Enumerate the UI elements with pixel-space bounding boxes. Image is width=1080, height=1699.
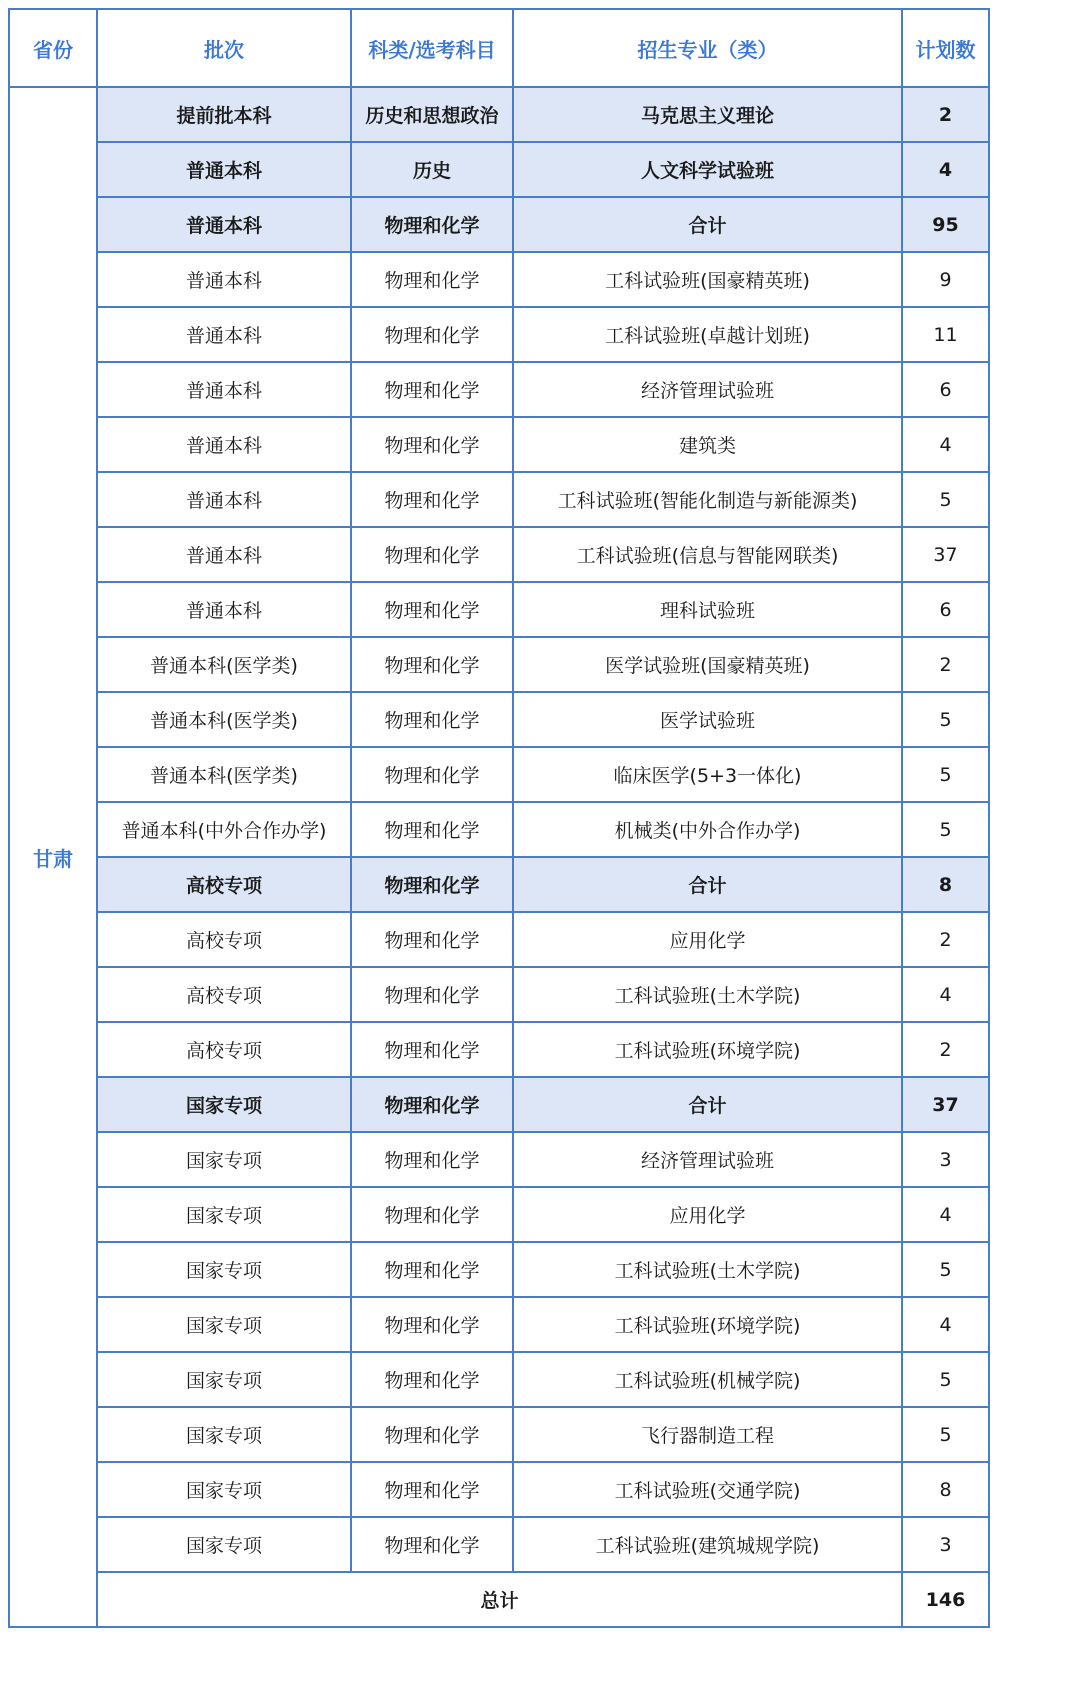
subject-cell: 物理和化学 [351, 1407, 513, 1462]
count-cell: 8 [902, 1462, 989, 1517]
subject-cell: 物理和化学 [351, 307, 513, 362]
major-cell: 机械类(中外合作办学) [513, 802, 902, 857]
count-cell: 6 [902, 582, 989, 637]
subject-cell: 历史 [351, 142, 513, 197]
major-cell: 工科试验班(国豪精英班) [513, 252, 902, 307]
table-row [9, 472, 989, 527]
major-cell: 工科试验班(信息与智能网联类) [513, 527, 902, 582]
subject-cell: 物理和化学 [351, 252, 513, 307]
batch-cell: 高校专项 [97, 1022, 351, 1077]
count-cell: 95 [902, 197, 989, 252]
count-cell: 5 [902, 747, 989, 802]
major-cell: 医学试验班 [513, 692, 902, 747]
count-cell: 2 [902, 87, 989, 142]
subject-cell: 物理和化学 [351, 1187, 513, 1242]
header-subject: 科类/选考科目 [351, 9, 513, 87]
count-cell: 4 [902, 1297, 989, 1352]
batch-cell: 普通本科 [97, 527, 351, 582]
table-row [9, 1132, 989, 1187]
batch-cell: 国家专项 [97, 1187, 351, 1242]
subject-cell: 物理和化学 [351, 417, 513, 472]
major-cell: 工科试验班(智能化制造与新能源类) [513, 472, 902, 527]
count-cell: 5 [902, 1407, 989, 1462]
count-cell: 2 [902, 912, 989, 967]
major-cell: 应用化学 [513, 912, 902, 967]
subject-cell: 物理和化学 [351, 1517, 513, 1572]
table-row-subtotal [9, 87, 989, 142]
subject-cell: 物理和化学 [351, 637, 513, 692]
enrollment-plan-table [8, 8, 990, 1628]
table-row-subtotal [9, 197, 989, 252]
table-row [9, 1297, 989, 1352]
batch-cell: 高校专项 [97, 857, 351, 912]
table-row [9, 527, 989, 582]
batch-cell: 普通本科 [97, 197, 351, 252]
major-cell: 飞行器制造工程 [513, 1407, 902, 1462]
batch-cell: 普通本科 [97, 307, 351, 362]
major-cell: 工科试验班(卓越计划班) [513, 307, 902, 362]
count-cell: 9 [902, 252, 989, 307]
table-row [9, 1517, 989, 1572]
count-cell: 5 [902, 472, 989, 527]
count-cell: 37 [902, 527, 989, 582]
total-row [9, 1572, 989, 1627]
table-row [9, 417, 989, 472]
header-province: 省份 [9, 9, 97, 87]
major-cell: 马克思主义理论 [513, 87, 902, 142]
subject-cell: 物理和化学 [351, 1077, 513, 1132]
header-batch: 批次 [97, 9, 351, 87]
table-body [9, 87, 989, 1627]
count-cell: 2 [902, 1022, 989, 1077]
major-cell: 合计 [513, 197, 902, 252]
count-cell: 11 [902, 307, 989, 362]
batch-cell: 国家专项 [97, 1407, 351, 1462]
table-row [9, 637, 989, 692]
table-row [9, 1187, 989, 1242]
major-cell: 临床医学(5+3一体化) [513, 747, 902, 802]
count-cell: 4 [902, 1187, 989, 1242]
subject-cell: 物理和化学 [351, 197, 513, 252]
table-row [9, 1242, 989, 1297]
major-cell: 工科试验班(交通学院) [513, 1462, 902, 1517]
province-cell: 甘肃 [9, 87, 97, 1627]
table-row [9, 252, 989, 307]
table-row [9, 802, 989, 857]
subject-cell: 物理和化学 [351, 802, 513, 857]
batch-cell: 普通本科 [97, 252, 351, 307]
header-major: 招生专业（类） [513, 9, 902, 87]
total-count: 146 [902, 1572, 989, 1627]
subject-cell: 历史和思想政治 [351, 87, 513, 142]
subject-cell: 物理和化学 [351, 1242, 513, 1297]
subject-cell: 物理和化学 [351, 527, 513, 582]
subject-cell: 物理和化学 [351, 582, 513, 637]
count-cell: 2 [902, 637, 989, 692]
subject-cell: 物理和化学 [351, 1132, 513, 1187]
table-row-subtotal [9, 142, 989, 197]
subject-cell: 物理和化学 [351, 692, 513, 747]
batch-cell: 提前批本科 [97, 87, 351, 142]
major-cell: 合计 [513, 857, 902, 912]
total-label: 总计 [97, 1572, 902, 1627]
table-row [9, 967, 989, 1022]
subject-cell: 物理和化学 [351, 1297, 513, 1352]
count-cell: 5 [902, 1352, 989, 1407]
count-cell: 4 [902, 142, 989, 197]
batch-cell: 普通本科(中外合作办学) [97, 802, 351, 857]
table-row [9, 1352, 989, 1407]
batch-cell: 普通本科(医学类) [97, 637, 351, 692]
subject-cell: 物理和化学 [351, 1352, 513, 1407]
table-row [9, 747, 989, 802]
subject-cell: 物理和化学 [351, 857, 513, 912]
batch-cell: 普通本科(医学类) [97, 747, 351, 802]
batch-cell: 国家专项 [97, 1132, 351, 1187]
table-row-subtotal [9, 857, 989, 912]
batch-cell: 国家专项 [97, 1517, 351, 1572]
major-cell: 经济管理试验班 [513, 362, 902, 417]
batch-cell: 普通本科(医学类) [97, 692, 351, 747]
major-cell: 工科试验班(土木学院) [513, 1242, 902, 1297]
count-cell: 3 [902, 1132, 989, 1187]
count-cell: 4 [902, 417, 989, 472]
major-cell: 医学试验班(国豪精英班) [513, 637, 902, 692]
major-cell: 合计 [513, 1077, 902, 1132]
count-cell: 6 [902, 362, 989, 417]
table-row [9, 362, 989, 417]
count-cell: 5 [902, 1242, 989, 1297]
subject-cell: 物理和化学 [351, 967, 513, 1022]
subject-cell: 物理和化学 [351, 472, 513, 527]
table-row [9, 307, 989, 362]
count-cell: 3 [902, 1517, 989, 1572]
subject-cell: 物理和化学 [351, 362, 513, 417]
count-cell: 8 [902, 857, 989, 912]
header-count: 计划数 [902, 9, 989, 87]
major-cell: 应用化学 [513, 1187, 902, 1242]
major-cell: 建筑类 [513, 417, 902, 472]
major-cell: 人文科学试验班 [513, 142, 902, 197]
table-row [9, 582, 989, 637]
subject-cell: 物理和化学 [351, 747, 513, 802]
batch-cell: 国家专项 [97, 1242, 351, 1297]
count-cell: 4 [902, 967, 989, 1022]
subject-cell: 物理和化学 [351, 1462, 513, 1517]
enrollment-plan-table-container [8, 8, 990, 1628]
count-cell: 5 [902, 692, 989, 747]
table-header-row [9, 9, 989, 87]
table-row-subtotal [9, 1077, 989, 1132]
batch-cell: 国家专项 [97, 1352, 351, 1407]
subject-cell: 物理和化学 [351, 912, 513, 967]
table-row [9, 1407, 989, 1462]
table-row [9, 1462, 989, 1517]
batch-cell: 普通本科 [97, 362, 351, 417]
table-row [9, 692, 989, 747]
major-cell: 工科试验班(环境学院) [513, 1022, 902, 1077]
subject-cell: 物理和化学 [351, 1022, 513, 1077]
batch-cell: 国家专项 [97, 1297, 351, 1352]
batch-cell: 国家专项 [97, 1462, 351, 1517]
batch-cell: 国家专项 [97, 1077, 351, 1132]
major-cell: 工科试验班(机械学院) [513, 1352, 902, 1407]
count-cell: 37 [902, 1077, 989, 1132]
major-cell: 工科试验班(环境学院) [513, 1297, 902, 1352]
batch-cell: 普通本科 [97, 417, 351, 472]
major-cell: 经济管理试验班 [513, 1132, 902, 1187]
batch-cell: 普通本科 [97, 142, 351, 197]
table-row [9, 1022, 989, 1077]
batch-cell: 高校专项 [97, 967, 351, 1022]
major-cell: 工科试验班(建筑城规学院) [513, 1517, 902, 1572]
major-cell: 理科试验班 [513, 582, 902, 637]
batch-cell: 普通本科 [97, 472, 351, 527]
major-cell: 工科试验班(土木学院) [513, 967, 902, 1022]
batch-cell: 高校专项 [97, 912, 351, 967]
table-row [9, 912, 989, 967]
batch-cell: 普通本科 [97, 582, 351, 637]
count-cell: 5 [902, 802, 989, 857]
